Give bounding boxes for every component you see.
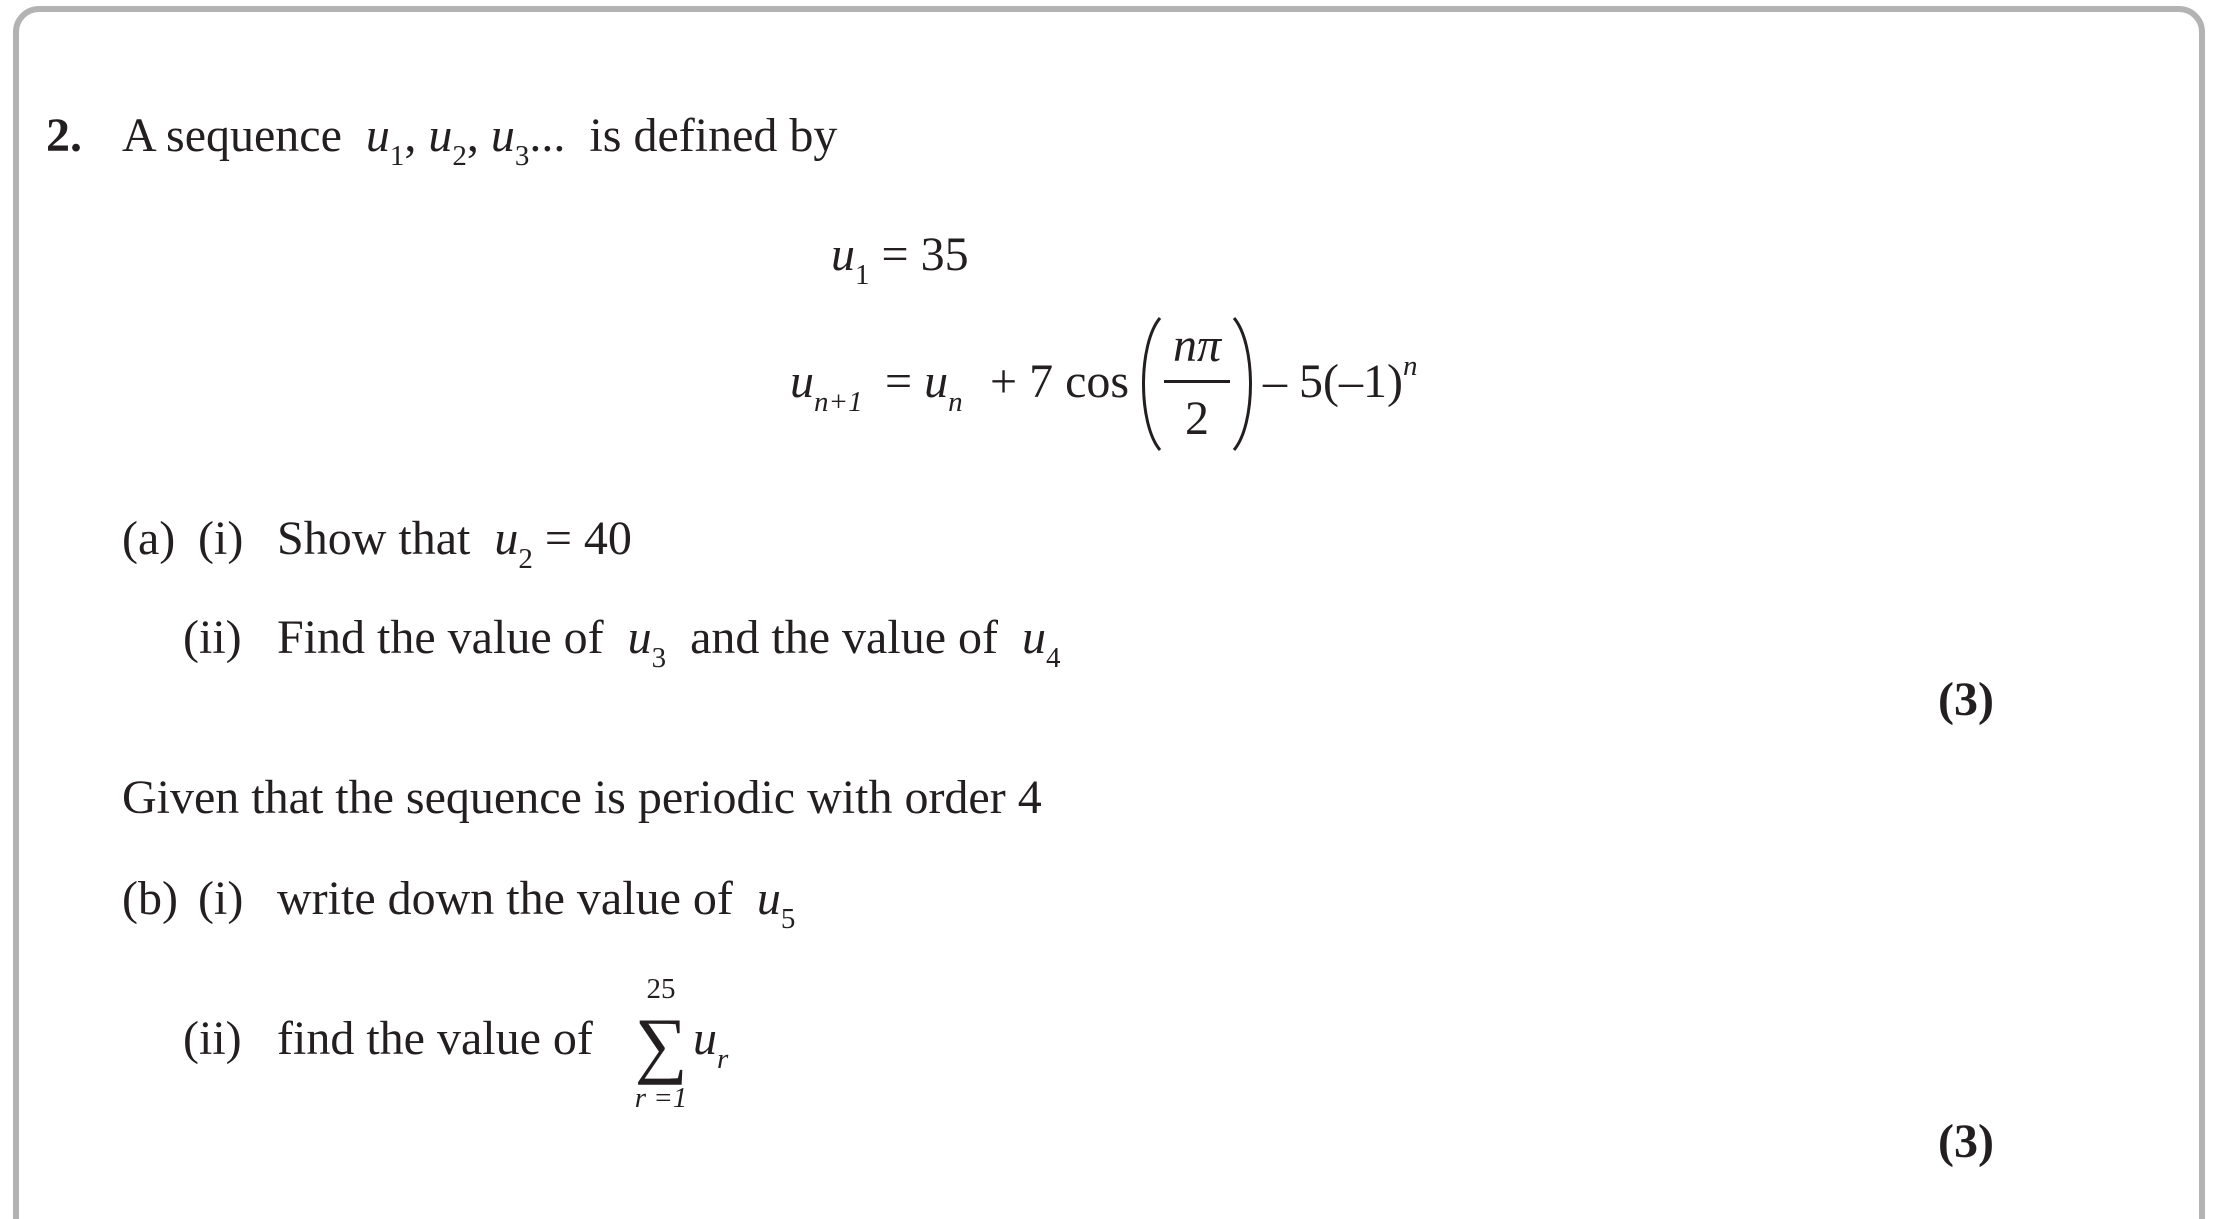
part-a-ii-label: (ii) <box>183 611 242 664</box>
part-b-i-instruction: write down the value of <box>277 872 733 925</box>
part-b-ii-label: (ii) <box>183 1012 242 1065</box>
equals-sign: = <box>885 355 913 408</box>
ur-term: $u_r$ <box>693 1012 729 1075</box>
power-term <box>1263 350 1418 408</box>
fraction-denominator: 2 <box>1185 391 1209 445</box>
u1-value: = 35 <box>881 228 969 281</box>
part-b-ii-instruction: find the value of <box>277 1012 593 1065</box>
seq-term-3: $u_3$ <box>490 109 530 172</box>
part-b-i-label: (i) <box>198 872 244 925</box>
un1-term: $u_{n+1}$ <box>790 355 863 418</box>
fraction-npi-over-2 <box>1164 319 1230 445</box>
seq-ellipsis: ... <box>529 109 566 162</box>
definition-line-2-mid <box>885 355 963 418</box>
part-b-i-text <box>277 872 796 935</box>
part-b-ii-text <box>277 1012 593 1065</box>
sum-term <box>693 1012 729 1075</box>
u4-term: $u_4$ <box>1021 611 1061 674</box>
question-number <box>46 109 82 162</box>
part-a-i-text <box>277 512 632 575</box>
fraction-numerator: nπ <box>1172 319 1222 372</box>
u1-term: $u_1$ <box>831 228 870 291</box>
question-number-label: 2. <box>46 109 82 162</box>
left-parenthesis <box>1134 314 1164 454</box>
minus-5-neg1: – 5(–1) <box>1263 355 1403 408</box>
intro-text-a: A sequence <box>122 109 342 162</box>
u5-term: $u_5$ <box>756 872 796 935</box>
un-term: $u_n$ <box>924 355 963 418</box>
sum-upper-limit: 25 <box>646 973 676 1005</box>
seq-term-1: $u_1$ <box>365 109 405 172</box>
u2-term: $u_2$ <box>494 512 533 575</box>
part-a-ii-instruction-a: Find the value of <box>277 611 604 664</box>
part-b-label: (b) <box>122 872 178 925</box>
sum-lower-limit: r =1 <box>634 1082 688 1114</box>
part-a-ii-text <box>277 611 1061 674</box>
part-a-i-instruction: Show that <box>277 512 471 565</box>
u3-term: $u_3$ <box>627 611 667 674</box>
cos-term <box>990 355 1130 408</box>
part-b-marks: (3) <box>1938 1115 1994 1168</box>
plus-7-cos: + 7 cos <box>990 355 1130 408</box>
summation <box>630 975 692 1113</box>
part-a-ii-instruction-b: and the value of <box>690 611 998 664</box>
right-parenthesis <box>1230 314 1260 454</box>
seq-term-2: $u_2$ <box>428 109 467 172</box>
question-intro: A sequence $u_1$, $u_2$, $u_3$... is defined by <box>122 109 838 172</box>
fraction-bar <box>1164 380 1230 383</box>
exponent-n: n <box>1402 350 1418 382</box>
part-a-label: (a) <box>122 512 176 565</box>
u2-value: = 40 <box>544 512 632 565</box>
definition-line-1 <box>831 228 969 291</box>
sigma-symbol: ∑ <box>634 1004 688 1086</box>
intro-text-b: is defined by <box>589 109 838 162</box>
definition-line-2-lhs <box>790 355 863 418</box>
part-a-i-label: (i) <box>198 512 244 565</box>
part-a-marks: (3) <box>1938 673 1994 726</box>
given-statement: Given that the sequence is periodic with order 4 <box>122 771 1042 824</box>
